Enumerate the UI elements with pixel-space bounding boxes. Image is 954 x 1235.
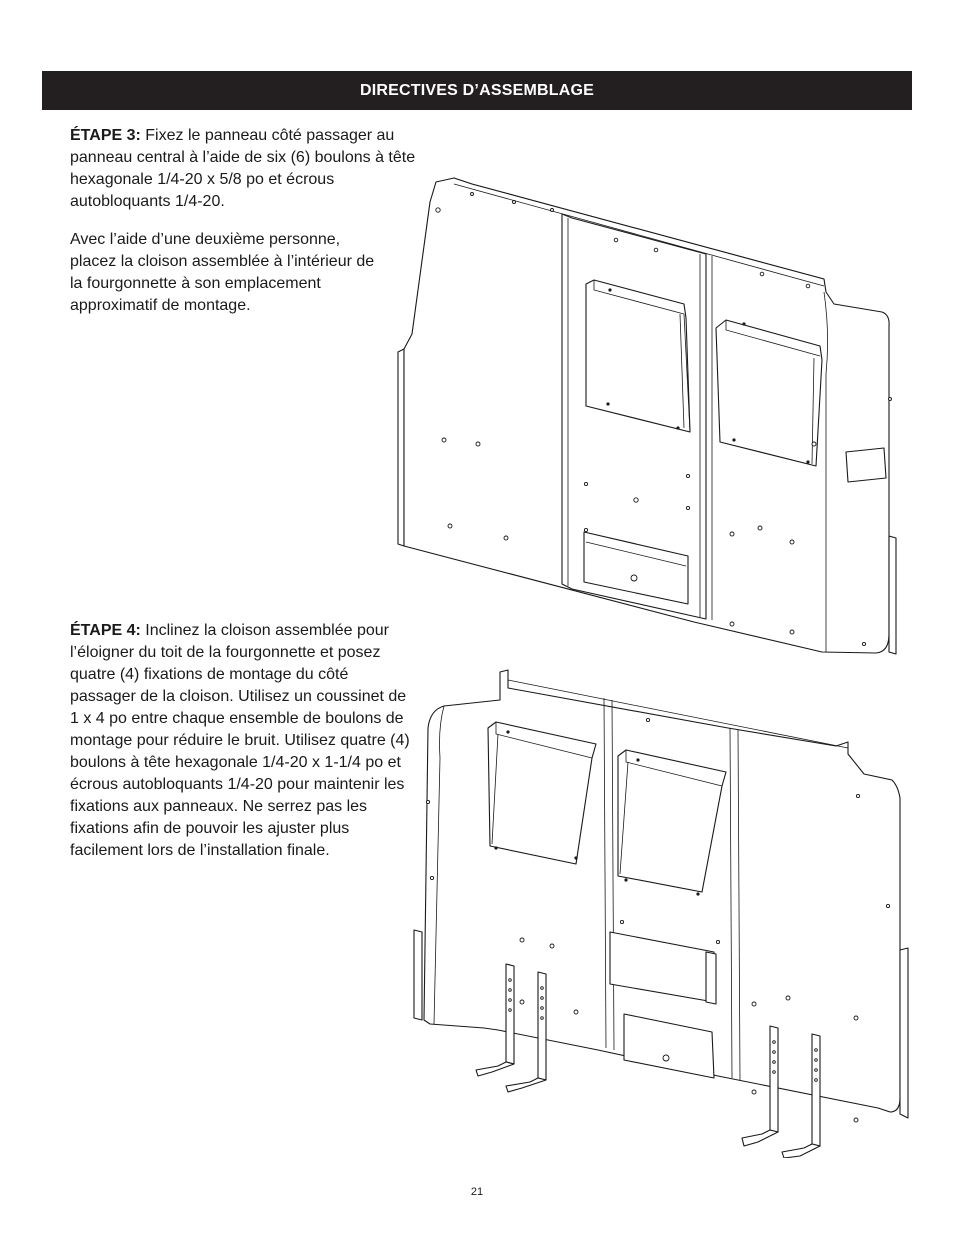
left-flange bbox=[414, 930, 422, 1020]
partition-illustration-step-4 bbox=[412, 668, 912, 1158]
vent-box-left bbox=[586, 280, 690, 432]
right-flange bbox=[889, 536, 896, 654]
step-3-second-paragraph bbox=[70, 229, 390, 317]
side-plate bbox=[846, 448, 886, 482]
right-flange bbox=[900, 948, 908, 1118]
step-4-label: ÉTAPE 4: bbox=[70, 622, 141, 639]
step-4-text bbox=[70, 620, 410, 862]
step-4-body: Inclinez la cloison assemblée pour l’éloigner du toit de la fourgonnette et posez quatre (4) fixations de montage du côté passager de la cloison. Utilisez un coussinet de 1 x 4 po entre chaque ensemble de boulons de montage pour réduire le bruit. Utilisez quatre (4) boulons à tête hexagonale 1/4-20 x 1-1/4 po et écrous autobloquants 1/4-20 pour maintenir les fixations aux panneaux. Ne serrez pas les fixations afin de pouvoir les ajuster plus facilement lors de l’installation finale. bbox=[70, 622, 410, 859]
step-3-label: ÉTAPE 3: bbox=[70, 127, 141, 144]
section-title: DIRECTIVES D’ASSEMBLAGE bbox=[360, 81, 594, 99]
step-3-text bbox=[70, 125, 420, 213]
step-3-second-body: Avec l’aide d’une deuxième personne, placez la cloison assemblée à l’intérieur de la fourgonnette à son emplacement approximatif de montage. bbox=[70, 231, 375, 314]
left-flange bbox=[398, 349, 404, 546]
partition-illustration-step-3 bbox=[394, 174, 898, 660]
section-header bbox=[42, 71, 912, 110]
step-3-body: Fixez le panneau côté passager au panneau central à l’aide de six (6) boulons à tête hexagonale 1/4-20 x 5/8 po et écrous autobloquants 1/4-20. bbox=[70, 127, 416, 210]
page-number: 21 bbox=[470, 1186, 484, 1198]
